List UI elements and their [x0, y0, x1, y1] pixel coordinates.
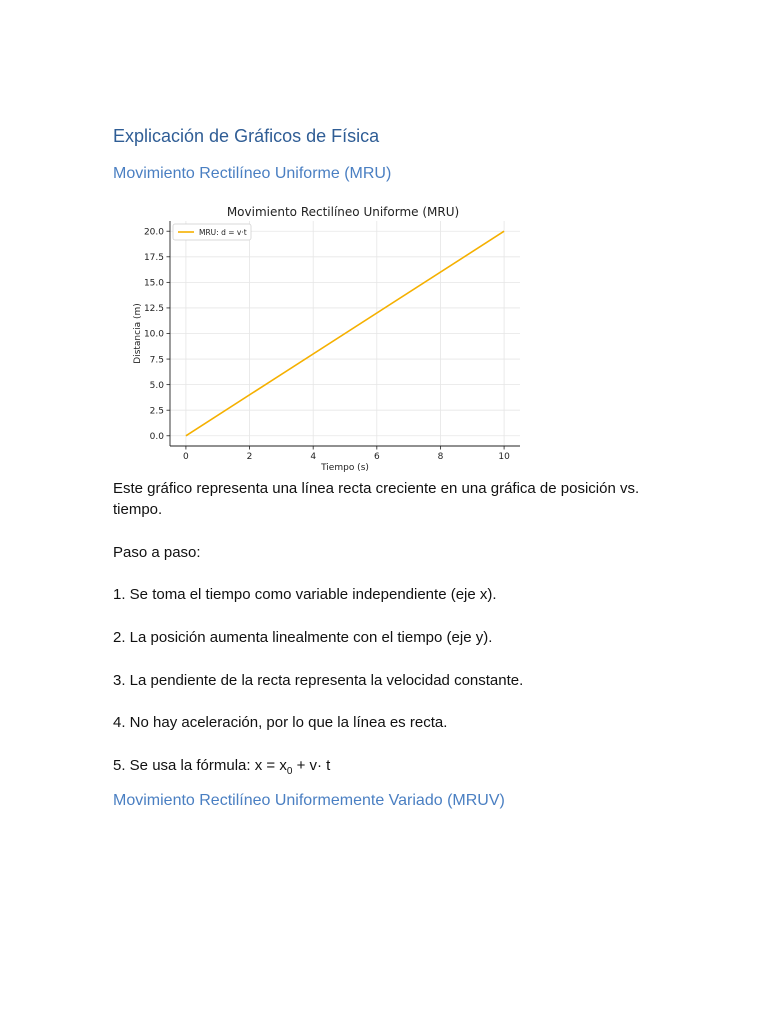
step-3: 3. La pendiente de la recta representa la velocidad constante. [113, 672, 524, 689]
step-2: 2. La posición aumenta linealmente con el tiempo (eje y). [113, 629, 493, 646]
chart-title: Movimiento Rectilíneo Uniforme (MRU) [226, 205, 460, 219]
x-tick-label: 8 [437, 452, 444, 462]
y-tick-label: 15.0 [143, 278, 164, 289]
y-tick-label: 12.5 [143, 304, 164, 315]
section-heading-mruv: Movimiento Rectilíneo Uniformemente Variado (MRUV) [113, 792, 505, 809]
y-tick-label: 7.5 [149, 355, 164, 366]
step-1: 1. Se toma el tiempo como variable independiente (eje x). [113, 586, 497, 603]
step-5 [113, 755, 658, 782]
mru-chart [113, 196, 565, 478]
x-axis-label: Tiempo (s) [321, 463, 369, 473]
document-title: Explicación de Gráficos de Física [113, 126, 380, 146]
x-tick-label: 4 [310, 452, 317, 462]
y-tick-label: 20.0 [143, 227, 164, 238]
x-tick-label: 10 [498, 452, 510, 462]
y-axis-label: Distancia (m) [133, 303, 143, 364]
step-5-subscript: 0 [286, 766, 293, 777]
y-tick-label: 0.0 [149, 431, 164, 442]
x-tick-label: 6 [373, 452, 380, 462]
step-5-prefix: 5. Se usa la fórmula: x = x [113, 757, 287, 774]
x-tick-label: 2 [246, 452, 253, 462]
section-heading-mru: Movimiento Rectilíneo Uniforme (MRU) [113, 165, 392, 182]
x-tick-label: 0 [183, 452, 189, 462]
steps-intro: Paso a paso: [113, 544, 201, 561]
y-tick-label: 2.5 [149, 406, 164, 417]
y-tick-label: 17.5 [143, 252, 164, 263]
step-4: 4. No hay aceleración, por lo que la línea es recta. [113, 714, 448, 731]
step-5-suffix: + v· t [292, 757, 331, 774]
y-tick-label: 10.0 [143, 329, 164, 340]
legend-label: MRU: d = v·t [199, 228, 247, 237]
y-tick-label: 5.0 [149, 380, 164, 391]
chart-description: Este gráfico representa una línea recta creciente en una gráfica de posición vs. tiempo. [113, 480, 640, 518]
